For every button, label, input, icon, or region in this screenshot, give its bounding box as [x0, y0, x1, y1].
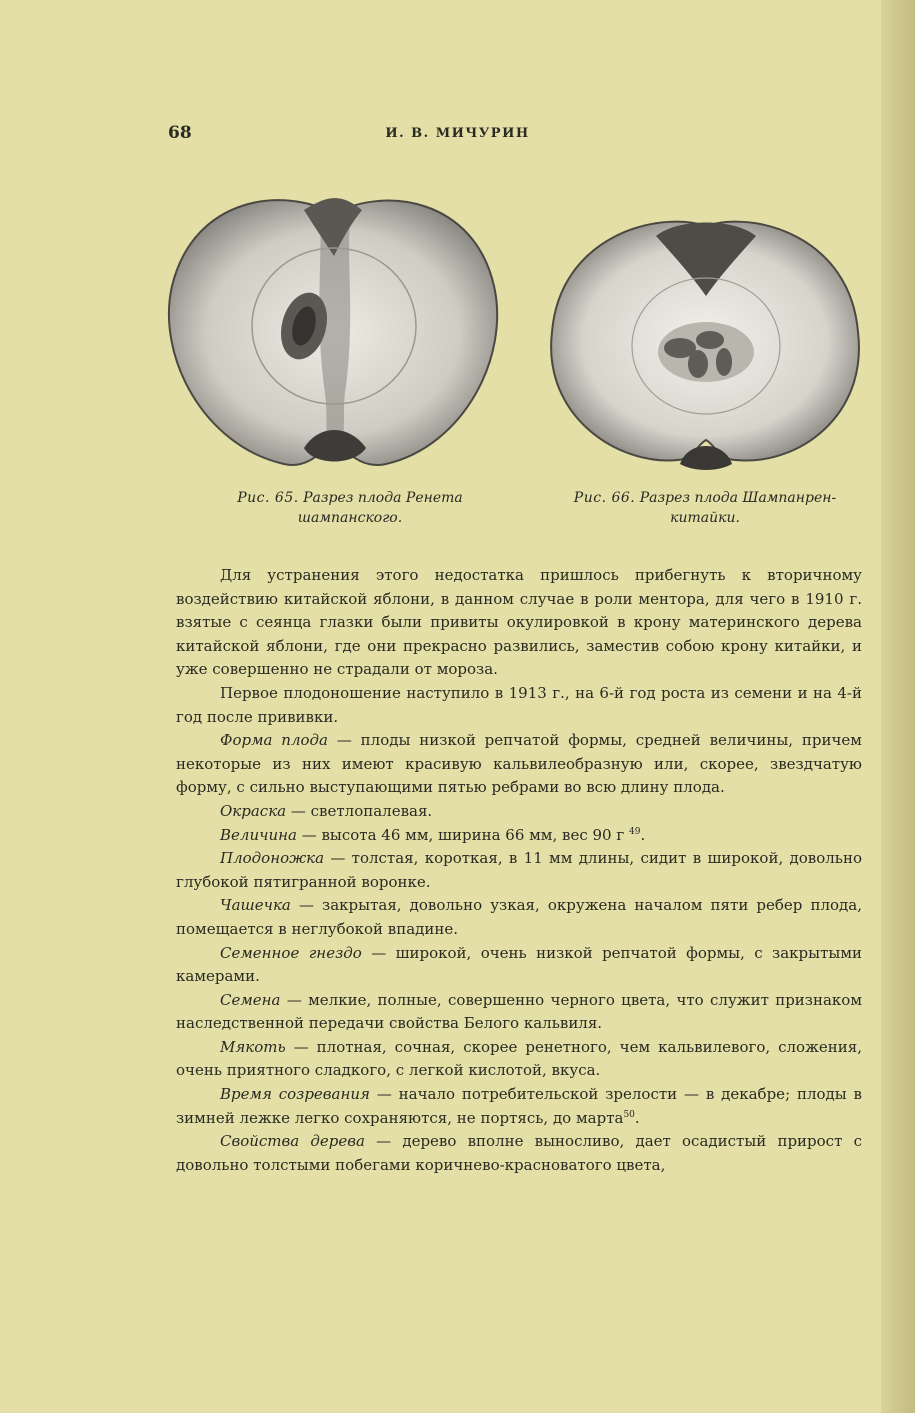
paragraph-tail: . [640, 825, 646, 844]
paragraph [176, 1036, 862, 1083]
paragraph [176, 682, 862, 729]
paragraph-term: Форма плода [220, 731, 328, 750]
paragraph-text: — закрытая, довольно узкая, окружена началом пяти ребер плода, помещается в неглубокой впадине. [176, 896, 862, 938]
caption-text: Разрез плода Шампанрен- [639, 490, 837, 506]
caption-number: Рис. 65. [237, 490, 299, 506]
footnote-ref: 50 [623, 1109, 635, 1120]
figure-caption-65 [200, 488, 500, 528]
paragraph-text: — дерево вполне выносливо, дает осадистый прирост с довольно толстыми побегами коричнево-красноватого цвета, [176, 1132, 862, 1174]
paragraph-text: — широкой, очень низкой репчатой формы, с закрытыми камерами. [176, 943, 862, 986]
paragraph-text: — толстая, короткая, в 11 мм длины, сидит в широкой, довольно глубокой пятигранной воронке. [176, 849, 862, 891]
paragraph-text: — плоды низкой репчатой формы, средней величины, причем некоторые из них имеют красивую кальвилеобразную или, скорее, звездчатую форму, с сильно выступающими пятью ребрами во всю длину плода. [176, 731, 862, 797]
page-number: 68 [168, 123, 192, 143]
paragraph [176, 1130, 862, 1177]
paragraph-text: — плотная, сочная, скорее ренетного, чем кальвилевого, сложения, очень приятного сладкого, с легкой кислотой, вкуса. [176, 1037, 862, 1080]
paragraph-term: Плодоножка [220, 849, 325, 868]
body-text [176, 564, 862, 1177]
paragraph [176, 800, 862, 824]
paragraph [176, 824, 862, 848]
paragraph [176, 564, 862, 682]
running-head: И. В. МИЧУРИН [385, 126, 530, 141]
paragraph-text: Для устранения этого недостатка пришлось прибегнуть к вторичному воздействию китайской яблони, в данном случае в роли ментора, для чего в 1910 г. взятые с сеянца глазки были привиты окулировкой в крону материнского дерева китайской яблони, где они прекрасно развились, заместив собою крону китайки, и уже совершенно не страдали от мороза. [176, 566, 862, 679]
paragraph-term: Окраска [220, 801, 287, 820]
footnote-ref: 49 [629, 826, 641, 837]
paragraph [176, 894, 862, 941]
paragraph-text: — мелкие, полные, совершенно черного цвета, что служит признаком наследственной передачи свойства Белого кальвиля. [176, 990, 862, 1033]
caption-text: китайки. [670, 510, 740, 526]
page-edge [881, 0, 915, 1413]
paragraph-text: — начало потребительской зрелости — в декабре; плоды в зимней лежке легко сохраняются, не портясь, до марта [176, 1085, 862, 1127]
paragraph-term: Семена [220, 990, 281, 1009]
paragraph [176, 942, 862, 989]
apple-section-figure-65 [164, 186, 504, 472]
paragraph-term: Величина [220, 825, 297, 844]
paragraph-term: Мякоть [220, 1037, 286, 1056]
figure-caption-66 [540, 488, 870, 528]
paragraph [176, 1083, 862, 1130]
paragraph-text: — светлопалевая. [286, 801, 433, 820]
paragraph-tail: . [634, 1108, 640, 1127]
paragraph-term: Чашечка [220, 896, 291, 915]
paragraph [176, 989, 862, 1036]
paragraph [176, 729, 862, 800]
apple-section-figure-66 [548, 216, 864, 472]
paragraph-text: — высота 46 мм, ширина 66 мм, вес 90 г [296, 825, 625, 844]
caption-number: Рис. 66. [573, 490, 636, 506]
paragraph [176, 847, 862, 894]
caption-text: шампанского. [297, 510, 403, 526]
paragraph-term: Семенное гнездо [220, 943, 362, 962]
caption-text: Разрез плода Ренета [303, 490, 463, 506]
paragraph-term: Свойства дерева [220, 1132, 365, 1151]
paragraph-term: Время созревания [220, 1085, 370, 1104]
paragraph-text: Первое плодоношение наступило в 1913 г., на 6-й год роста из семени и на 4-й год после прививки. [176, 683, 862, 726]
